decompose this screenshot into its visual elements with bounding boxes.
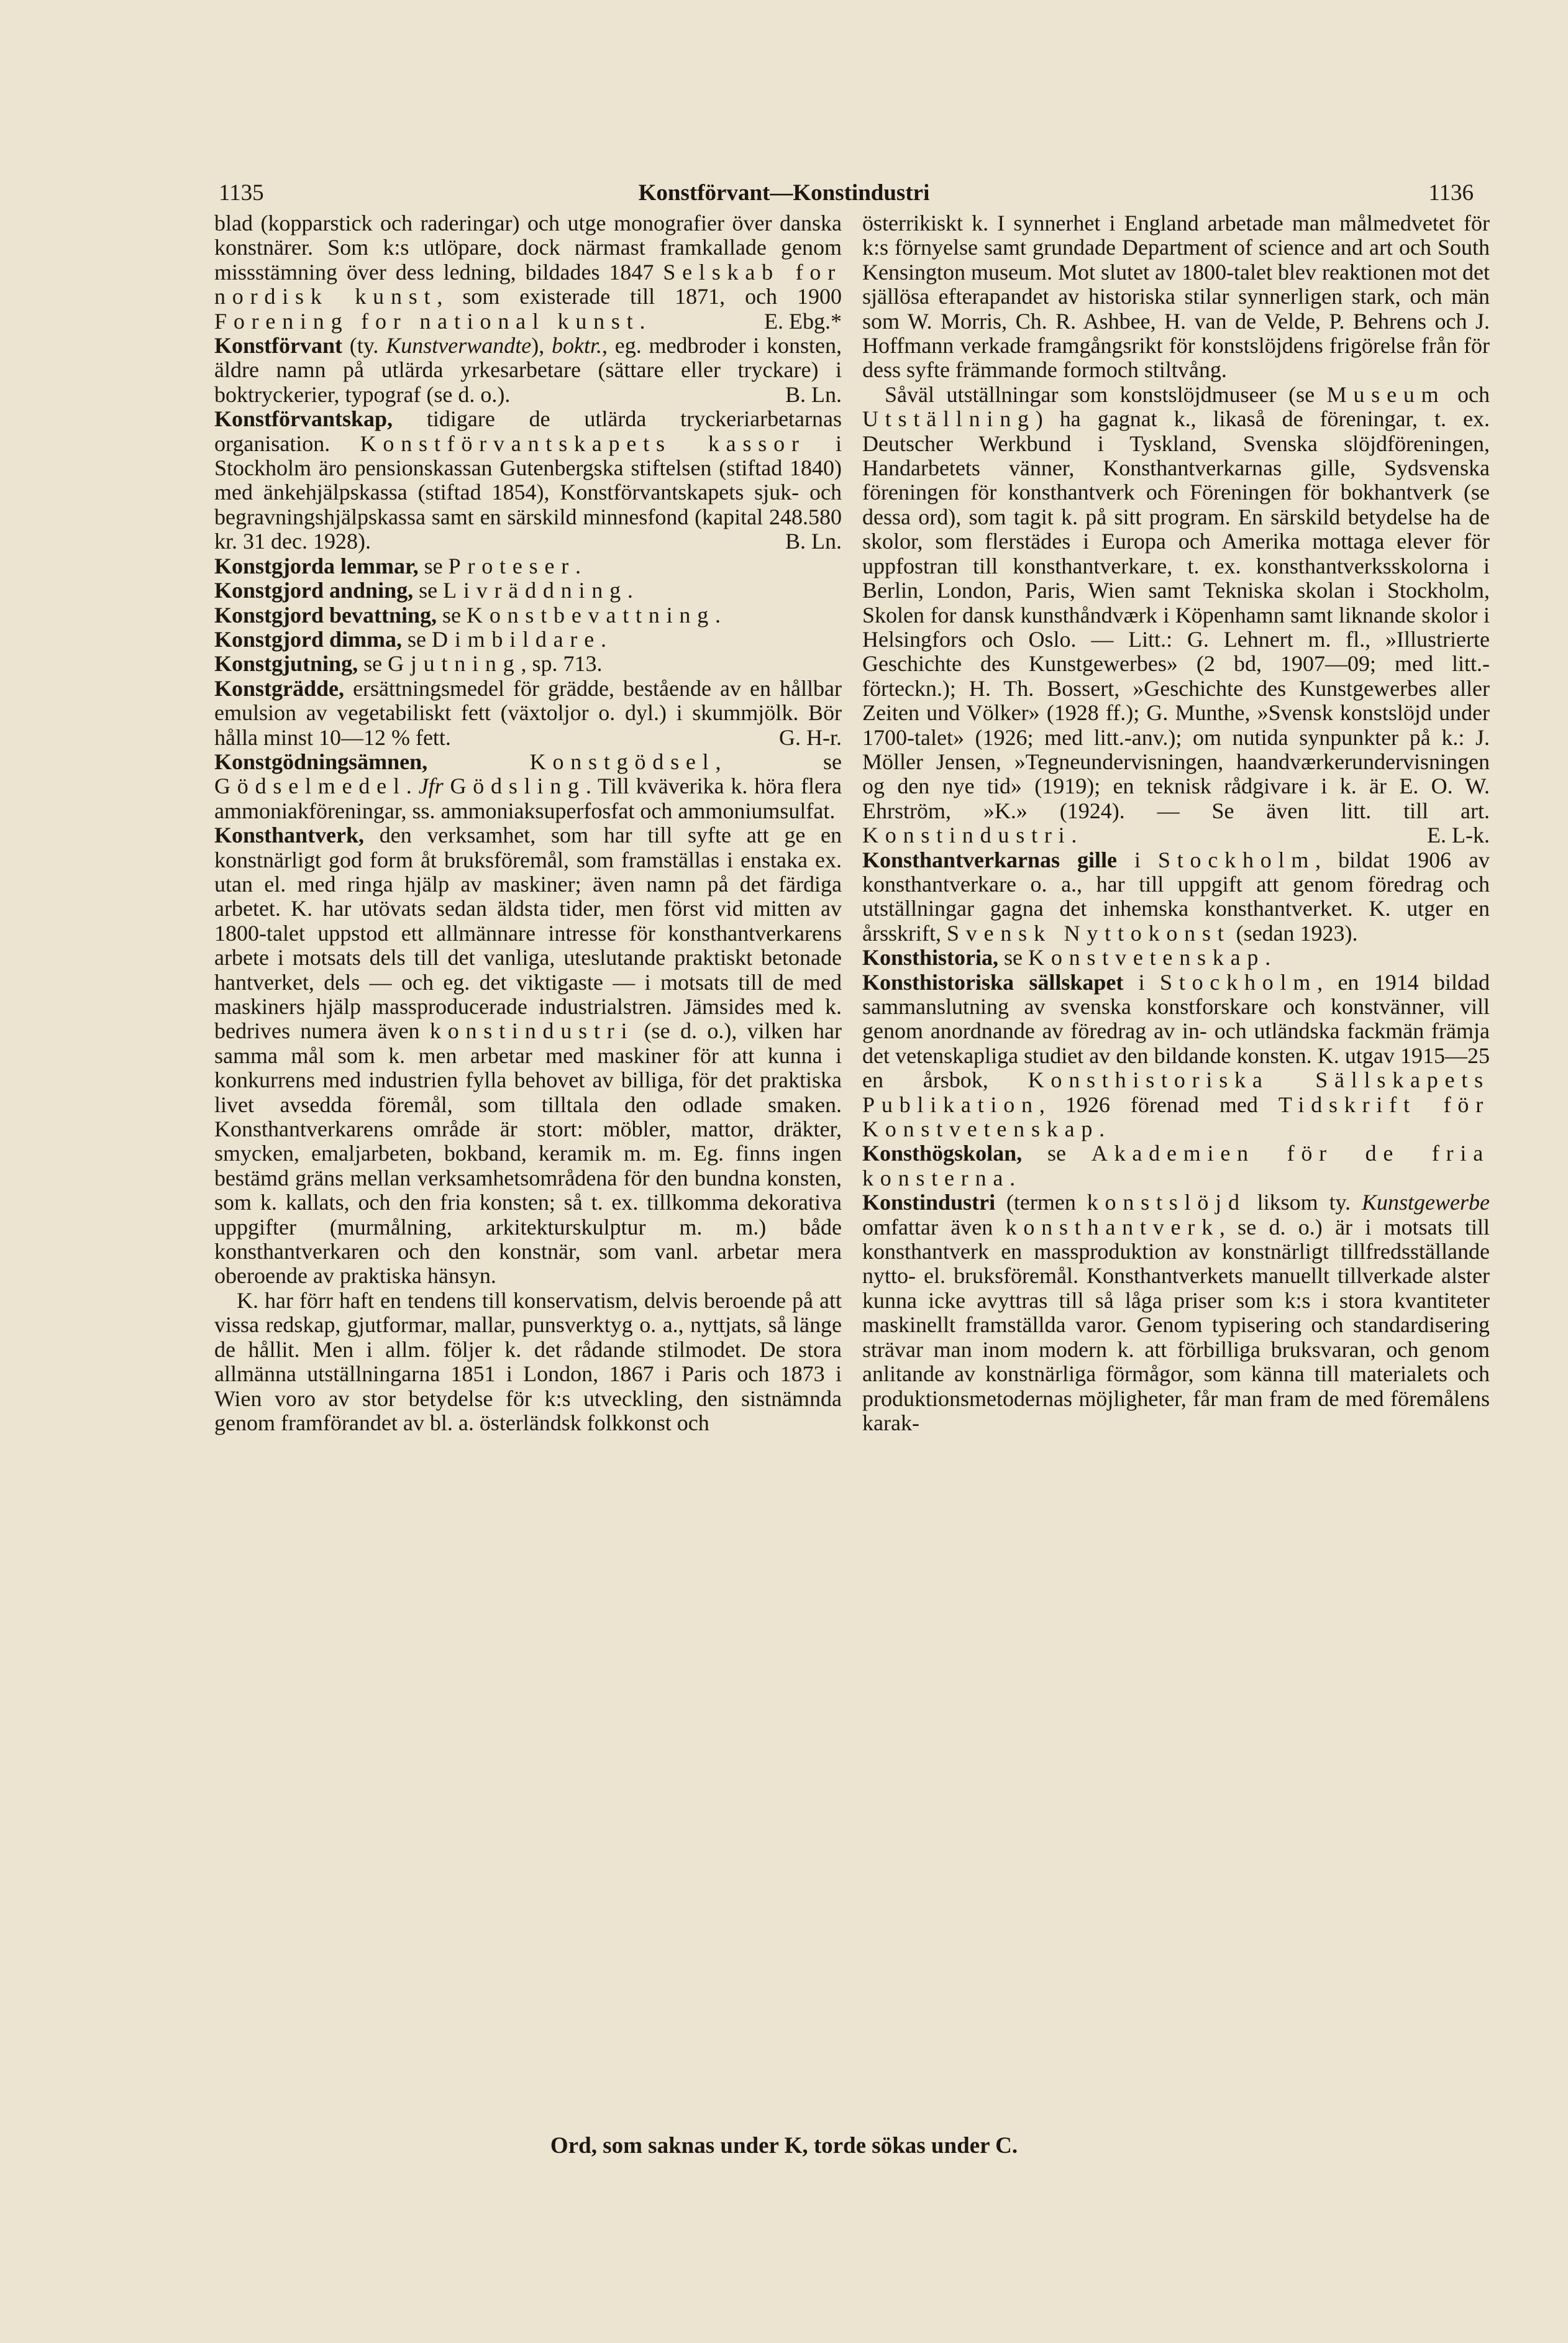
spaced-reference: Stockholm [1159, 969, 1318, 995]
dictionary-entry [862, 1190, 1490, 1435]
body-text: . [1265, 945, 1271, 971]
text-paragraph [862, 211, 1490, 383]
spaced-reference: Gjutning [388, 651, 521, 677]
spaced-reference: Akademien för de fria konsterna [862, 1141, 1490, 1190]
spaced-reference: Livräddning [443, 578, 627, 603]
spaced-reference: Gödselmedel [214, 774, 406, 799]
spaced-reference: Konstindustri [862, 823, 1072, 848]
footer-note: Ord, som saknas under K, torde sökas under C. [550, 2133, 1018, 2158]
entry-headword: Konsthantverk, [214, 823, 365, 848]
author-signature: B. Ln. [785, 381, 842, 407]
body-text: se [418, 553, 449, 578]
entry-headword: Konstförvant [214, 333, 342, 359]
entry-headword: Konsthistoria, [862, 945, 999, 971]
dictionary-entry [214, 407, 842, 554]
body-text: . [1071, 823, 1077, 848]
dictionary-entry [214, 677, 842, 750]
body-text: . [639, 308, 645, 334]
page-number-left: 1135 [219, 180, 264, 206]
body-text: , sp. 713. [521, 651, 603, 677]
body-text: Såväl utställningar som konstslöjdmuseer (se [885, 381, 1327, 407]
body-text: liksom ty. [1246, 1190, 1362, 1215]
spaced-reference: Konstgödsel [529, 749, 716, 774]
spaced-reference: Konstförvantskapets kassor [360, 431, 806, 456]
body-text: se [998, 945, 1029, 971]
italic-text: Kunstverwandte [386, 333, 532, 359]
body-text: ), [531, 333, 552, 359]
dictionary-entry [862, 1141, 1490, 1190]
entry-headword: Konsthögskolan, [862, 1141, 1023, 1166]
dictionary-entry [214, 750, 842, 823]
body-text: . [1010, 1165, 1016, 1190]
entry-headword: Konstgödningsämnen, [214, 749, 428, 774]
entry-headword: Konstgjutning, [214, 651, 358, 677]
body-text: . [715, 602, 721, 628]
right-column [862, 211, 1490, 1435]
body-text: blad (kopparstick och raderingar) och utge monografier över danska konstnärer. Som k:s utlöpare, dock närmast framkallade genom missstämning över dess ledning, bildades 1847 [214, 211, 842, 285]
page-number-right: 1136 [1428, 180, 1474, 206]
body-text: österrikiskt k. I synnerhet i England arbetade man målmedvetet för k:s förnyelse samt grundade Department of science and art och South Kensington museum. Mot slutet av 1800-talet blev reaktionen mot det själlösa efterapandet av historiska stilar synnerligen stark, och män som W. Morris, Ch. R. Ashbee, H. van de Velde, P. Behrens och J. Hoffmann verkade framgångsrikt för konstslöjdens frigörelse från för dess syfte främmande formoch stiltvång. [862, 211, 1490, 383]
body-text: ersättningsmedel för grädde, bestående av en hållbar emulsion av vegetabiliskt fett (växtoljor o. dyl.) i skummjölk. Bör hålla minst 10—12 % fett. [214, 675, 842, 750]
body-text: omfattar även [862, 1214, 1006, 1240]
body-text: . [627, 578, 633, 603]
italic-text: boktr. [551, 333, 602, 359]
spaced-reference: Konstbevattning [467, 602, 716, 628]
spaced-reference: konstindustri [429, 1018, 634, 1044]
spaced-reference: Tidskrift för Konstvetenskap [862, 1092, 1490, 1142]
spaced-reference: Konstvetenskap [1028, 945, 1265, 971]
dictionary-entry [214, 628, 842, 652]
entry-headword: Konstgjord dimma, [214, 626, 403, 652]
body-text: , se [715, 749, 842, 774]
body-text: K. har förr haft en tendens till konservatism, delvis beroende på att vissa redskap, gjutformar, mallar, punsverktyg o. a., nyttjats, så länge de hållit. Men i allm. följer k. det rådande stilmodet. De stora allmänna utställningarna 1851 i London, 1867 i Paris och 1873 i Wien voro av stor betydelse för k:s utveckling, den sistnämnda genom framförandet av bl. a. österländsk folkkonst och [214, 1287, 842, 1435]
dictionary-entry [214, 823, 842, 1289]
entry-headword: Konstgjord andning, [214, 578, 414, 603]
author-signature: B. Ln. [785, 529, 842, 554]
body-text: . [600, 626, 606, 652]
entry-headword: Konsthistoriska sällskapet [862, 969, 1124, 995]
entry-headword: Konstgjorda lemmar, [214, 553, 419, 578]
body-text: se [358, 651, 388, 677]
body-text: (ty. [342, 333, 386, 359]
body-text: , eg. medbroder i konsten, äldre namn på utlärda yrkesarbetare (sättare eller tryckare) i boktryckerier, typograf (se d. o.). [214, 333, 842, 407]
dictionary-entry [214, 652, 842, 676]
body-text: . [1099, 1117, 1105, 1142]
spaced-reference: Selskab for nordisk kunst [214, 259, 842, 309]
spaced-reference: Konsthistoriska Sällskapets Publikation [862, 1067, 1490, 1117]
spaced-reference: Gödsling [450, 774, 586, 799]
spaced-reference: Svensk Nyttokonst [946, 920, 1231, 946]
body-text: se [413, 578, 444, 603]
body-text: (sedan 1923). [1230, 920, 1358, 946]
entry-headword: Konstgjord bevattning, [214, 602, 437, 628]
spaced-reference: Proteser [448, 553, 576, 578]
text-paragraph [862, 383, 1490, 848]
spaced-reference: Utställning [862, 406, 1036, 432]
author-signature: E. L-k. [1427, 823, 1490, 848]
dictionary-entry [214, 578, 842, 603]
entry-headword: Konstindustri [862, 1190, 996, 1215]
dictionary-entry [862, 971, 1490, 1142]
running-title: Konstförvant—Konstindustri [638, 180, 930, 206]
body-text [444, 774, 450, 798]
left-column [214, 211, 842, 1435]
body-text: , 1926 förenad med [1039, 1092, 1279, 1117]
body-text: , bildat 1906 av konsthantverkare o. a., har till uppgift att genom föredrag och utställningar gagna det inhemska konsthantverket. K. utger en årsskrift, [862, 847, 1490, 946]
body-text: (se d. o.), vilken har samma mål som k. men arbetar med maskiner för att kunna i konkurrens med industrien fylla behovet av billiga, för det praktiska livet avsedda föremål, som tilltala den odlade smaken. Konsthantverkarens område är stort: möbler, mattor, dräkter, smycken, emaljarbeten, bokband, keramik m. m. Eg. finns ingen bestämd gräns mellan verksamhetsområdena för den bundna konsten, som k. kallats, och den fria konsten; så t. ex. tillkomma dekorativa uppgifter (murmålning, arkitekturskulptur m. m.) både konsthantverkaren och den konstnär, som vanl. arbetar mera oberoende av praktiska hänsyn. [214, 1018, 842, 1289]
author-signature: G. H-r. [779, 724, 842, 750]
body-text: , en 1914 bildad sammanslutning av svenska konstforskare och konstvänner, vill genom anordnande av föredrag av in- och utländska fackmän främja det vetenskapliga studiet av den bildande konsten. K. utgav 1915—25 en årsbok, [862, 969, 1490, 1093]
dictionary-entry [862, 848, 1490, 946]
spaced-reference: konsthantverk [1005, 1214, 1219, 1240]
body-text: . [406, 774, 419, 799]
italic-text: Kunstgewerbe [1362, 1190, 1490, 1215]
italic-text: Jfr [418, 774, 444, 799]
body-text: tidigare de utlärda tryckeriarbetarnas organisation. [214, 406, 842, 456]
dictionary-entry [862, 946, 1490, 970]
spaced-reference: Stockholm [1157, 847, 1316, 872]
body-text: , som existerade till 1871, och 1900 [437, 284, 842, 309]
body-text: och [1445, 381, 1490, 407]
dictionary-entry [214, 334, 842, 407]
body-text: ) ha gagnat k., likaså de föreningar, t. ex. Deutscher Werkbund i Tyskland, Svenska slöjdföreningen, Handarbetets vänner, Konsthantverkarnas gille, Sydsvenska föreningen för konsthantverk och Föreningen för bokhantverk (se dessa ord), som tagit k. på sitt program. En särskild betydelse ha de skolor, som flerstädes i Europa och Amerika mottaga elever för uppfostran till konsthantverkare, t. ex. konsthantverksskolorna i Berlin, London, Paris, Wien samt Tekniska skolan i Stockholm, Skolen for dansk kunsthåndværk i Köpenhamn samt liknande skolor i Helsingfors och Oslo. — Litt.: G. Lehnert m. fl., »Illustrierte Geschichte des Kunstgewerbes» (2 bd, 1907—09; med litt.-förteckn.); H. Th. Bossert, »Geschichte des Kunstgewerbes aller Zeiten und Völker» (1928 ff.); G. Munthe, »Svensk konstslöjd under 1700-talet» (1926; med litt.-anv.); om nutida synpunkter på k.: J. Möller Jensen, »Tegneundervisningen, haandværkerundervisningen og den nye tid» (1919); en teknisk rådgivare i k. är E. O. W. Ehrström, »K.» (1924). — Se även litt. till art. [862, 406, 1490, 823]
spaced-reference: Forening for national kunst [214, 308, 640, 334]
dictionary-entry [214, 603, 842, 628]
body-text: i Stockholm äro pensionskassan Gutenbergska stiftelsen (stiftad 1840) med änkehjälpskassa (stiftad 1854), Konstförvantskapets sjuk- och begravningshjälpskassa samt en särskild minnesfond (kapital 248.580 kr. 31 dec. 1928). [214, 431, 842, 554]
entry-headword: Konsthantverkarnas gille [862, 847, 1117, 872]
body-text: se [1022, 1141, 1092, 1166]
body-text [427, 749, 530, 774]
author-signature: E. Ebg.* [764, 308, 842, 334]
body-text: i [1123, 969, 1160, 995]
text-paragraph [214, 211, 842, 334]
spaced-reference: Dimbildare [432, 626, 601, 652]
text-paragraph [214, 1289, 842, 1435]
entry-headword: Konstgrädde, [214, 675, 345, 701]
entry-headword: Konstförvantskap, [214, 406, 393, 432]
body-text: den verksamhet, som har till syfte att ge en konstnärligt god form åt bruksföremål, som framställas i enstaka ex. utan el. med ringa hjälp av maskiner; även namn på det färdiga arbetet. K. har utövats sedan äldsta tider, men först vid mitten av 1800-talet uppstod ett allmännare intresse för konsthantverkarens arbete i motsats dels till det vanliga, uteslutande praktiskt betonade hantverket, dels — och eg. det viktigaste — i motsats till de med maskiners hjälp massproducerade industrialstren. Jämsides med k. bedrives numera även [214, 823, 842, 1044]
body-text: i [1117, 847, 1158, 872]
spaced-reference: konstslöjd [1087, 1190, 1246, 1215]
body-text: , se d. o.) är i motsats till konsthantverk en massproduktion av konstnärligt tillfredsställande nytto- el. bruksföremål. Konsthantverkets manuellt tillverkade alster kunna icke avyttras till så låga priser som k:s i stora kvantiteter maskinellt framställda varor. Genom typisering och standardisering strävar man inom modern k. att förbilliga bruksvaran, och genom anlitande av konstnärliga förmågor, som känna till materialets och produktionsmetodernas möjligheter, får man fram de med föremålens karak- [862, 1214, 1490, 1435]
body-text: se [402, 626, 432, 652]
dictionary-entry [214, 554, 842, 578]
spaced-reference: Museum [1326, 381, 1446, 407]
body-text: se [437, 602, 467, 628]
body-text: . Till kväverika k. höra flera ammoniakföreningar, ss. ammoniaksuperfosfat och ammoniumsulfat. [214, 774, 842, 823]
body-text: (termen [995, 1190, 1087, 1215]
body-text: . [575, 553, 581, 578]
